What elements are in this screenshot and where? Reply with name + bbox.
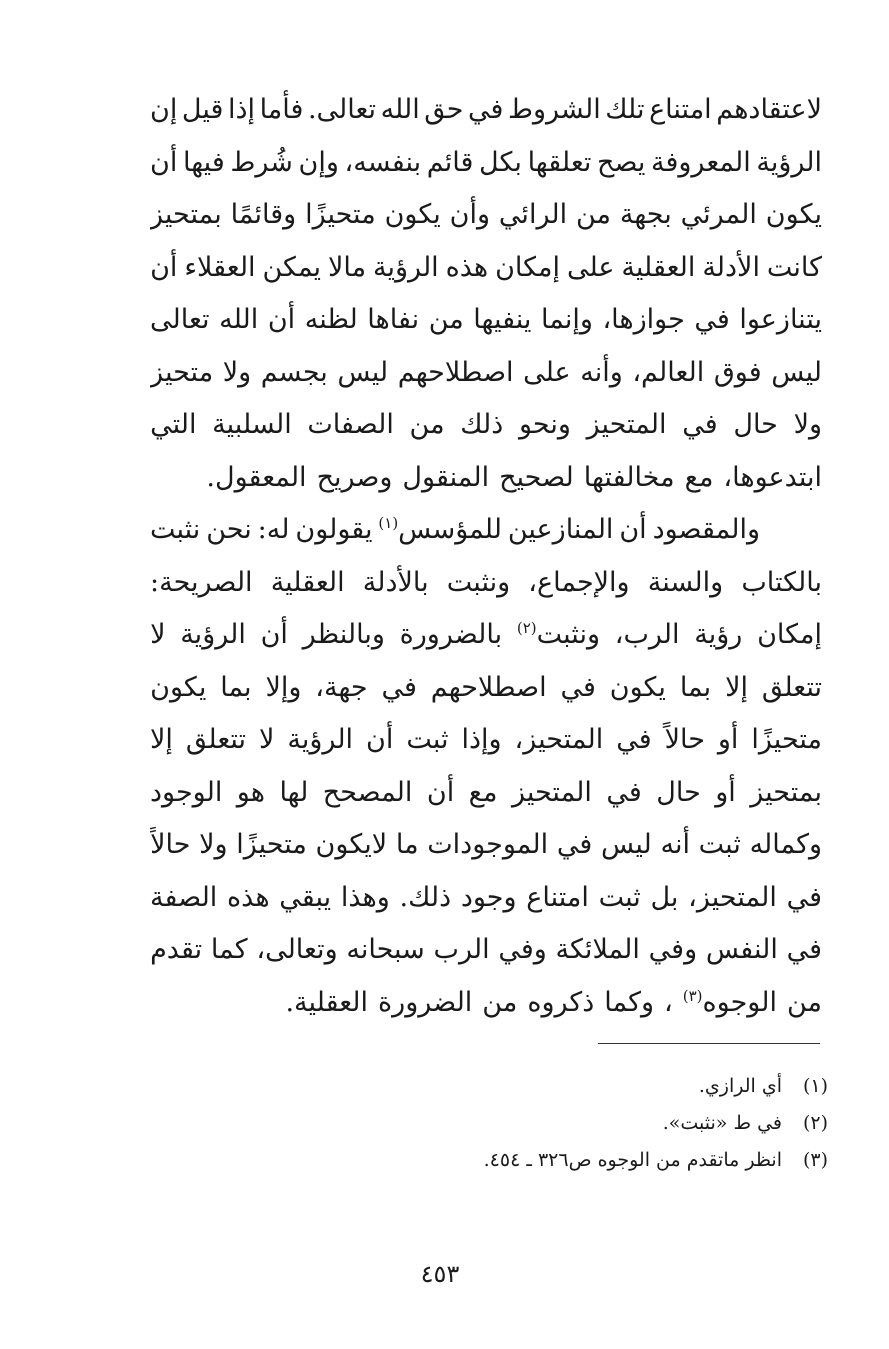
word: نفاها: [367, 304, 420, 335]
word: ما: [395, 829, 419, 860]
word: في: [682, 409, 718, 440]
word: سبحانه: [346, 934, 425, 965]
word: المتحيز،: [514, 724, 604, 755]
word: لها: [279, 776, 309, 808]
word: لايكون: [315, 829, 388, 860]
word: وأنه: [580, 356, 623, 388]
footnote-text: انظر ماتقدم من الوجوه ص٣٢٦ ـ ٤٥٤.: [483, 1149, 782, 1171]
word: فوق: [713, 356, 762, 388]
word: الصفة: [150, 881, 218, 913]
word: لا: [259, 724, 275, 755]
word: حالاً: [150, 829, 191, 860]
word: وبالنظر: [302, 619, 385, 650]
word: الوجوه$^{(٣)}$: [682, 986, 777, 1018]
word: قيل: [181, 94, 224, 125]
word: للمؤسس$^{(١)}$: [378, 514, 502, 545]
text-line: [150, 819, 822, 872]
word: إلا: [150, 724, 173, 755]
word: متحيزًا: [751, 724, 822, 755]
word: يكون: [384, 199, 441, 230]
word: بالكتاب: [741, 566, 822, 598]
word: فأما: [259, 94, 304, 125]
word: وقائمًا: [230, 199, 297, 230]
word: تعلقها: [527, 146, 592, 178]
word: وهذا: [340, 881, 390, 913]
word: امتناع: [526, 881, 589, 913]
word: يمكن: [262, 251, 322, 283]
word: بجسم: [260, 356, 328, 388]
word: والإجماع،: [528, 566, 630, 598]
word: الله: [380, 94, 420, 125]
word: جوازها،: [602, 304, 685, 335]
word: على: [523, 356, 571, 388]
word: تتعلق: [185, 724, 247, 755]
text-line: [150, 347, 822, 400]
word: حق: [424, 94, 464, 125]
word: أن: [619, 514, 647, 545]
word: المتحيز: [511, 776, 592, 808]
word: الرؤية: [756, 146, 822, 178]
text-line: [150, 872, 822, 925]
word: المنازعين: [507, 514, 614, 545]
word: متحيز: [150, 356, 214, 388]
word: حال: [733, 409, 778, 440]
word: أنه: [660, 829, 690, 860]
word: المنقول: [402, 461, 490, 493]
text-line: [150, 84, 822, 137]
word: في: [694, 304, 730, 335]
word: الموجودات: [427, 829, 549, 860]
word: هذه: [445, 251, 489, 283]
word: الرؤية: [287, 724, 354, 755]
word: الرائي: [498, 199, 568, 230]
word: فيها: [183, 146, 225, 178]
text-line: [150, 767, 822, 820]
word: السلبية: [212, 409, 292, 440]
text-line: [150, 137, 822, 190]
word: مع: [684, 461, 714, 493]
word: بل: [650, 881, 679, 913]
footnote-marker[interactable]: (٣): [682, 986, 703, 1005]
word: هذه: [227, 881, 270, 913]
word: وإن: [298, 146, 339, 178]
word: يقولون: [295, 514, 373, 545]
word: المتحيز: [586, 409, 667, 440]
word: وكماله: [749, 829, 822, 860]
word: كانت: [766, 251, 822, 283]
word: لاعتقادهم: [716, 94, 822, 125]
footnote-item: [300, 1068, 828, 1105]
footnote-item: [300, 1105, 828, 1142]
word: وجود: [460, 881, 517, 913]
word: في: [556, 829, 593, 860]
word: لصحيح: [499, 461, 574, 493]
word: يتنازعوا: [739, 304, 822, 335]
word: في: [560, 671, 596, 703]
word: تقدم: [150, 934, 203, 965]
word: ونحو: [518, 409, 571, 440]
word: ابتدعوها،: [723, 461, 822, 493]
word: نحن: [206, 514, 252, 545]
text-line: [150, 977, 822, 1030]
word: أن: [426, 776, 455, 808]
word: العقلية.: [285, 986, 369, 1018]
word: والسنة: [647, 566, 724, 598]
word: ،: [664, 986, 673, 1018]
word: من: [409, 409, 445, 440]
word: بما: [220, 671, 252, 703]
text-line: [150, 662, 822, 715]
word: العالم،: [632, 356, 705, 388]
word: ثبت: [698, 829, 741, 860]
word: المعروفة: [651, 146, 751, 178]
word: مالا: [328, 251, 367, 283]
word: ونثبت$^{(٢)}$: [516, 619, 601, 650]
word: ولا: [199, 829, 228, 860]
word: رؤية: [694, 619, 743, 650]
footnote-number: (٢): [802, 1112, 828, 1134]
footnote-number: (٣): [802, 1149, 828, 1171]
word: الشروط: [508, 94, 601, 125]
text-line: [150, 189, 822, 242]
word: العقلية: [270, 566, 345, 598]
word: بكل: [479, 146, 522, 178]
word: إمكان: [757, 619, 822, 650]
word: ذكروه: [527, 986, 595, 1018]
word: في: [616, 724, 652, 755]
word: وتعالى،: [256, 934, 338, 965]
text-line: [150, 294, 822, 347]
word: بما: [679, 671, 712, 703]
word: في: [786, 881, 822, 913]
word: من: [575, 199, 611, 230]
word: في: [468, 94, 504, 125]
word: ليس: [337, 356, 389, 388]
word: بجهة: [619, 199, 672, 230]
word: بنفسه،: [344, 146, 422, 178]
word: لا: [150, 619, 166, 650]
word: نثبت: [150, 514, 201, 545]
word: جهة،: [315, 671, 368, 703]
word: إذا: [227, 94, 256, 125]
word: المرئي: [680, 199, 757, 230]
word: من: [482, 986, 518, 1018]
word: بالضرورة: [399, 619, 503, 650]
word: في: [606, 776, 642, 808]
word: متحيزًا: [305, 199, 376, 230]
footnote-separator: [598, 1043, 820, 1044]
word: في: [381, 671, 417, 703]
word: ونثبت: [446, 566, 511, 598]
text-line: [150, 242, 822, 295]
word: أو: [715, 776, 736, 808]
word: ولا: [222, 356, 252, 388]
word: من: [786, 986, 822, 1018]
word: الأدلة: [702, 251, 760, 283]
word: إمكان: [495, 251, 561, 283]
word: أن: [267, 304, 296, 335]
word: أن: [260, 619, 288, 650]
word: أو: [717, 724, 739, 755]
word: تلك: [605, 94, 645, 125]
word: ذلك: [460, 409, 504, 440]
text-line: [150, 557, 822, 610]
word: الرب: [433, 934, 490, 965]
word: الصفات: [307, 409, 394, 440]
word: تتعلق: [761, 671, 822, 703]
word: متحيزًا: [236, 829, 307, 860]
footnote-marker[interactable]: (١): [378, 514, 399, 532]
word: اصطلاحهم: [397, 356, 514, 388]
page-number: ٤٥٣: [420, 1260, 460, 1288]
word: أن: [150, 146, 178, 178]
word: يكون: [150, 671, 207, 703]
word: الصريحة:: [150, 566, 253, 598]
word: في: [786, 934, 822, 965]
main-text: [150, 84, 822, 1029]
text-line: [150, 924, 822, 977]
word: شُرط: [230, 146, 293, 178]
word: له:: [257, 514, 290, 545]
word: يبقي: [279, 881, 332, 913]
word: الرب،: [614, 619, 680, 650]
text-line: [150, 714, 822, 767]
word: الضرورة: [378, 986, 473, 1018]
word: المصحح: [322, 776, 413, 808]
word: وأن: [449, 199, 491, 230]
word: بمتحيز: [150, 199, 222, 230]
footnote-number: (١): [802, 1075, 828, 1097]
word: الرؤية: [373, 251, 439, 283]
footnote-item: [300, 1142, 828, 1179]
word: ذلك.: [399, 881, 452, 913]
word: النفس: [705, 934, 778, 965]
word: ثبت: [598, 881, 641, 913]
word: إن: [150, 94, 178, 125]
footnote-text: في ط «نثبت».: [662, 1112, 782, 1134]
word: إلا: [725, 671, 748, 703]
word: العقلاء: [184, 251, 256, 283]
word: تعالى: [150, 304, 210, 335]
word: المعقول.: [206, 461, 307, 493]
word: هو: [236, 776, 265, 808]
word: الوجود: [150, 776, 223, 808]
text-line: [150, 399, 822, 452]
text-line: [150, 609, 822, 662]
word: لظنه: [304, 304, 358, 335]
word: مع: [468, 776, 498, 808]
word: والمقصود: [652, 514, 760, 545]
word: يكون: [609, 671, 666, 703]
footnote-marker[interactable]: (٢): [516, 619, 537, 637]
word: الرؤية: [180, 619, 246, 650]
word: وإنما: [541, 304, 593, 335]
word: وصريح: [316, 461, 393, 493]
word: وإذا: [461, 724, 502, 755]
word: يكون: [765, 199, 822, 230]
word: اصطلاحهم: [430, 671, 547, 703]
word: بمتحيز: [750, 776, 822, 808]
text-line: [150, 452, 822, 505]
word: أن: [366, 724, 394, 755]
word: بالأدلة: [362, 566, 429, 598]
word: حالاً: [664, 724, 705, 755]
word: تعالى.: [307, 94, 377, 125]
word: مخالفتها: [583, 461, 675, 493]
word: وإلا: [265, 671, 302, 703]
text-line: [150, 504, 822, 557]
word: ليس: [771, 356, 822, 388]
word: وكما: [604, 986, 655, 1018]
word: يصح: [597, 146, 646, 178]
word: ثبت: [406, 724, 449, 755]
word: التي: [150, 409, 197, 440]
word: ولا: [793, 409, 822, 440]
word: العقلية: [621, 251, 696, 283]
word: ليس: [600, 829, 652, 860]
word: وفي: [498, 934, 547, 965]
word: أن: [150, 251, 178, 283]
word: الله: [219, 304, 259, 335]
word: وفي: [648, 934, 698, 965]
word: حال: [656, 776, 701, 808]
word: كما: [210, 934, 248, 965]
word: على: [566, 251, 615, 283]
word: الملائكة: [555, 934, 640, 965]
footnote-text: أي الرازي.: [698, 1075, 782, 1097]
footnotes: [300, 1068, 828, 1179]
word: قائم: [426, 146, 474, 178]
word: ينفيها: [473, 304, 532, 335]
word: المتحيز،: [688, 881, 777, 913]
word: من: [428, 304, 464, 335]
word: امتناع: [649, 94, 712, 125]
